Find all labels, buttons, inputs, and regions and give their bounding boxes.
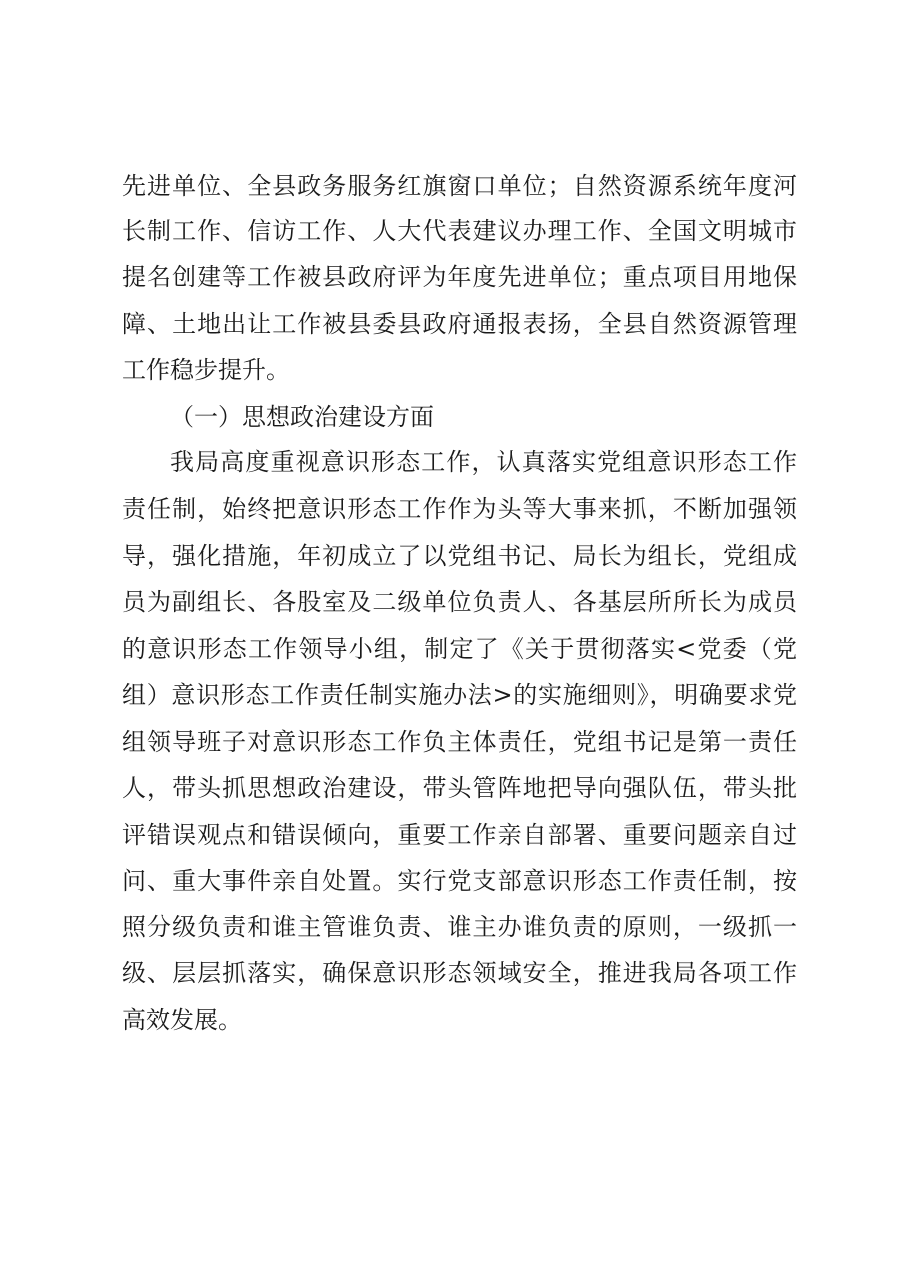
text-line: 评错误观点和错误倾向，重要工作亲自部署、重要问题亲自过 xyxy=(122,821,797,849)
text-line: 导，强化措施，年初成立了以党组书记、局长为组长，党组成 xyxy=(122,542,797,570)
text-line: 我局高度重视意识形态工作，认真落实党组意识形态工作 xyxy=(170,448,797,476)
text-line: 提名创建等工作被县政府评为年度先进单位；重点项目用地保 xyxy=(122,263,797,291)
text-line: 员为副组长、各股室及二级单位负责人、各基层所所长为成员 xyxy=(122,588,797,616)
section-heading: （一）思想政治建设方面 xyxy=(170,403,434,431)
text-line: 先进单位、全县政务服务红旗窗口单位；自然资源系统年度河 xyxy=(122,172,797,200)
text-line: 级、层层抓落实，确保意识形态领域安全，推进我局各项工作 xyxy=(122,959,797,987)
text-line: 问、重大事件亲自处置。实行党支部意识形态工作责任制，按 xyxy=(122,867,797,895)
text-line: 长制工作、信访工作、人大代表建议办理工作、全国文明城市 xyxy=(122,217,797,245)
text-line: 照分级负责和谁主管谁负责、谁主办谁负责的原则，一级抓一 xyxy=(122,913,797,941)
text-line: 的意识形态工作领导小组，制定了《关于贯彻落实<党委（党 xyxy=(122,635,797,663)
text-line: 责任制，始终把意识形态工作作为头等大事来抓，不断加强领 xyxy=(122,495,797,523)
text-line: 组）意识形态工作责任制实施办法>的实施细则》，明确要求党 xyxy=(122,681,797,709)
text-line: 组领导班子对意识形态工作负主体责任，党组书记是第一责任 xyxy=(122,728,797,756)
text-line: 障、土地出让工作被县委县政府通报表扬，全县自然资源管理 xyxy=(122,310,797,338)
text-line: 工作稳步提升。 xyxy=(122,356,290,384)
text-line: 人，带头抓思想政治建设，带头管阵地把导向强队伍，带头批 xyxy=(122,774,797,802)
text-line: 高效发展。 xyxy=(122,1006,242,1034)
